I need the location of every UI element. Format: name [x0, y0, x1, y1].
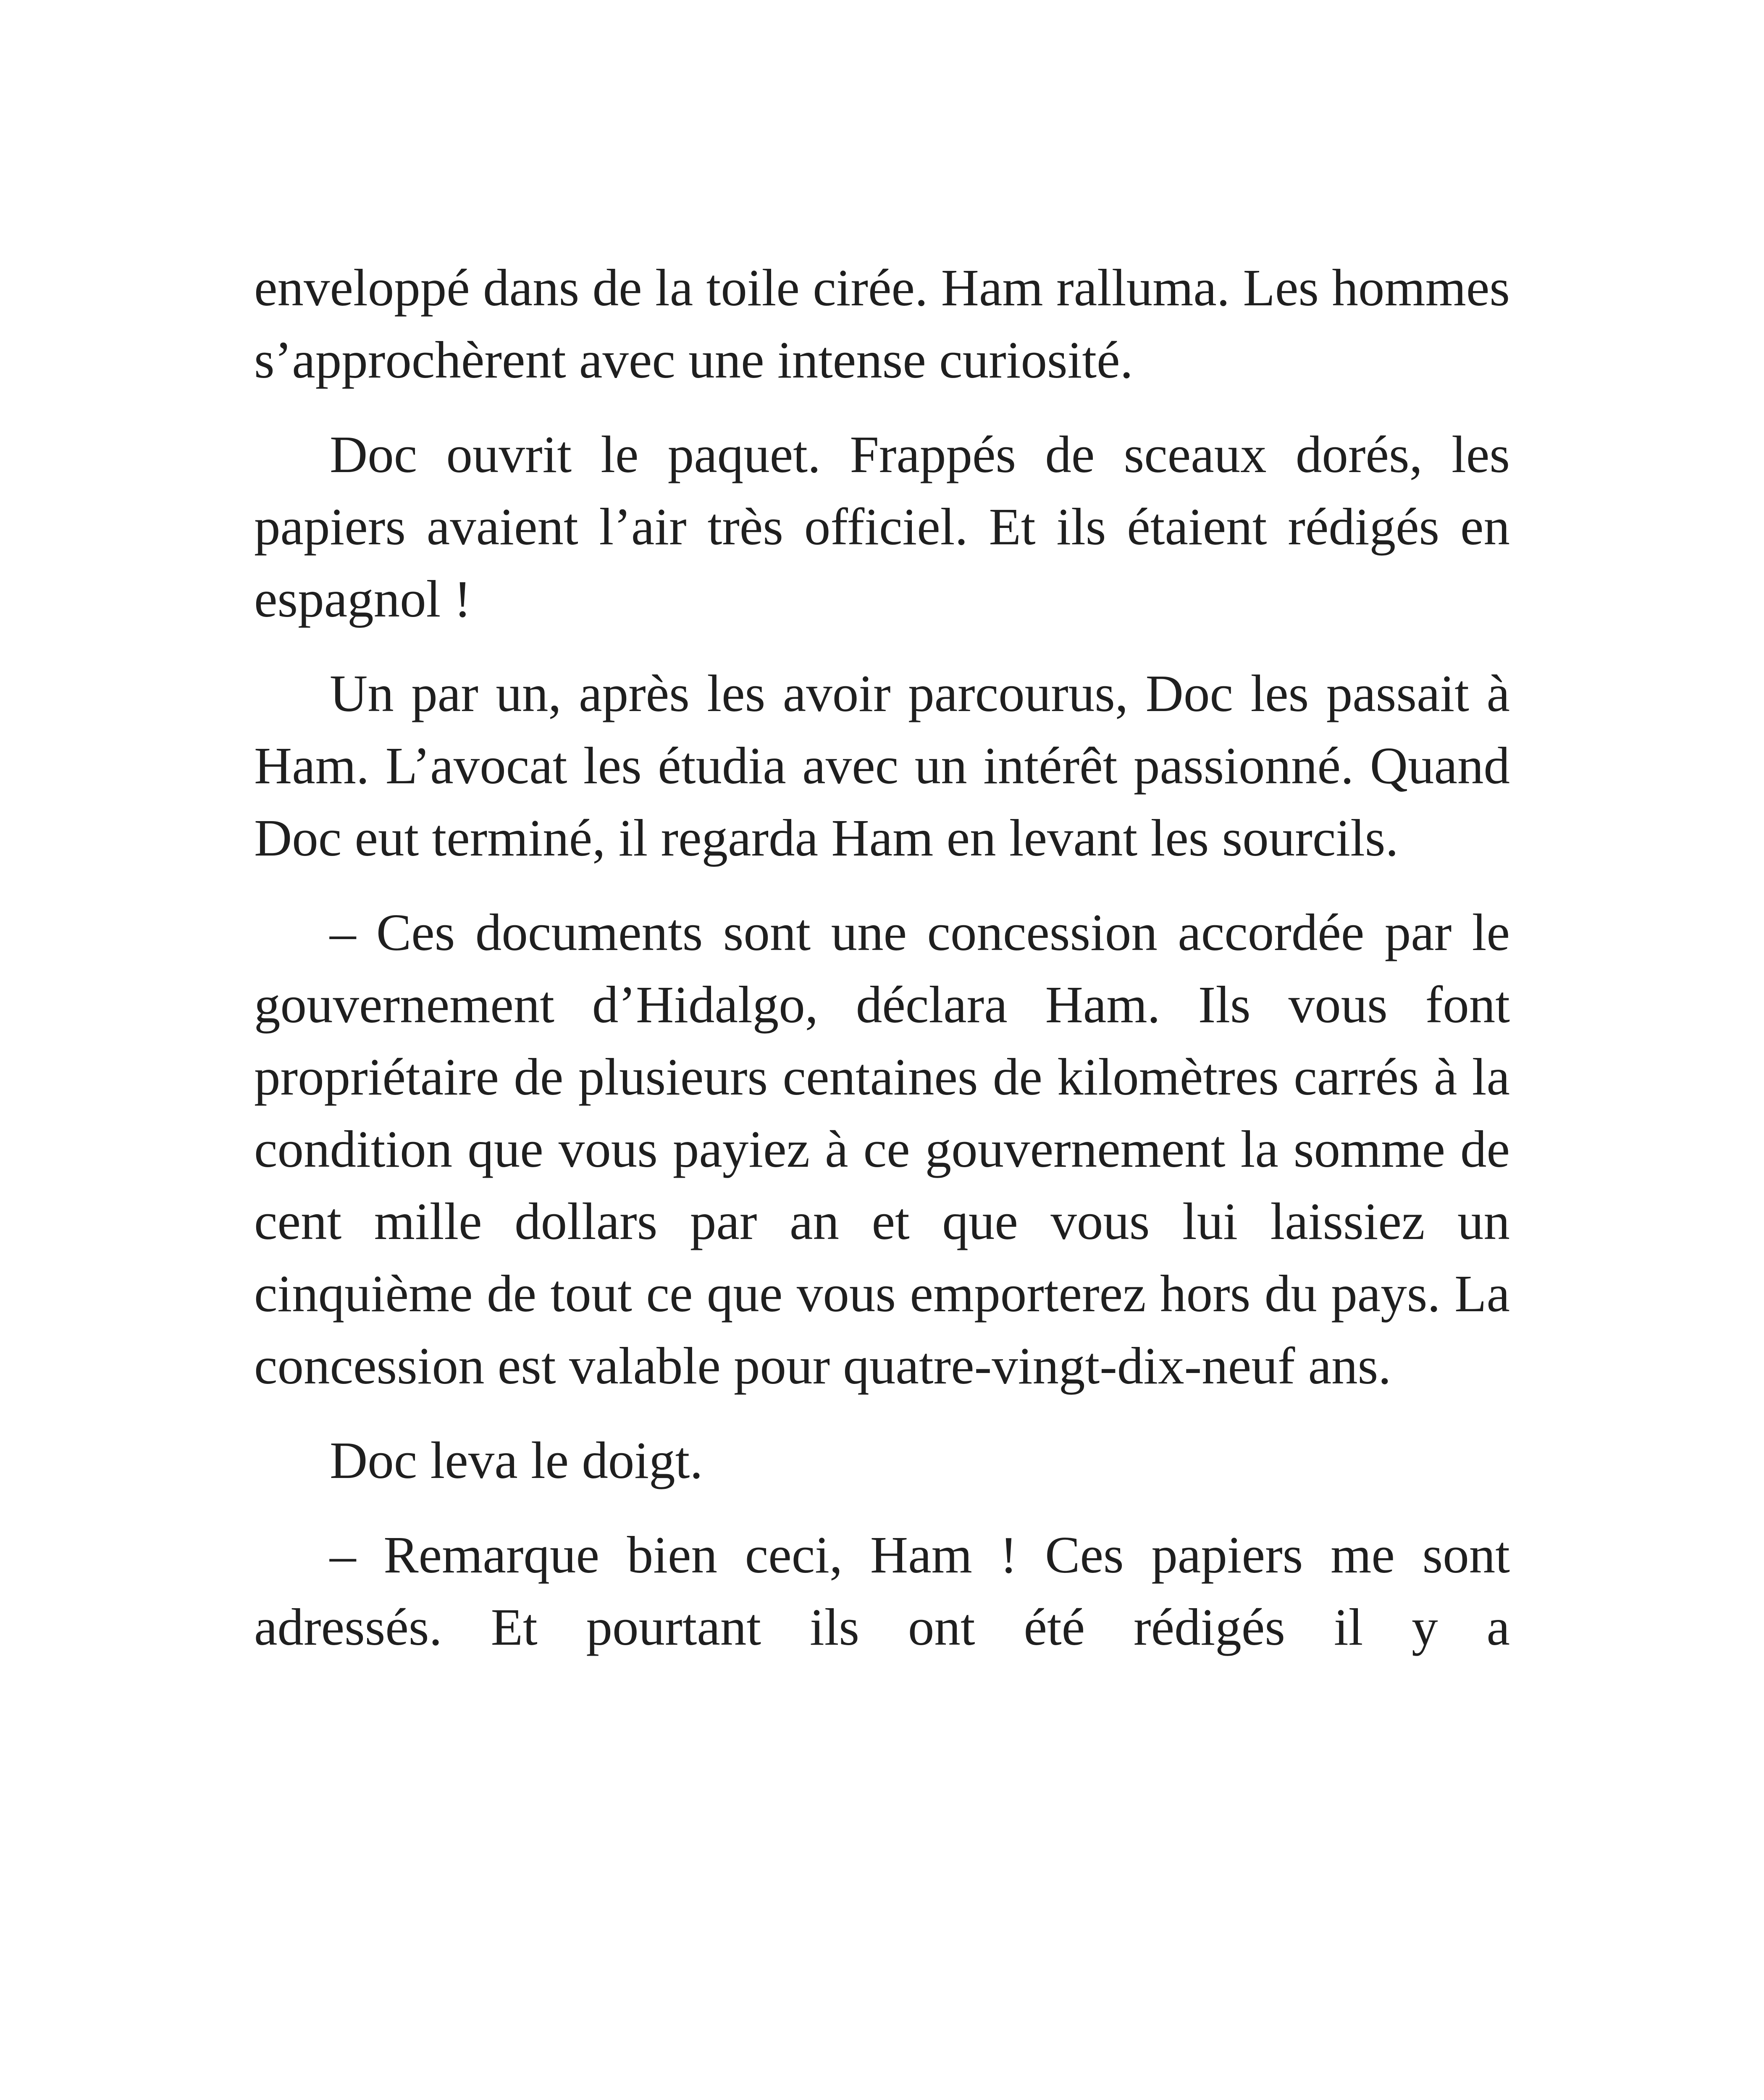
- paragraph-5: Doc leva le doigt.: [330, 1432, 703, 1490]
- page-body: [254, 252, 1510, 1686]
- paragraph-4: – Ces documents sont une concession accordée par le gouvernement d’Hidalgo, déclara Ham. Ils vous font propriétaire de plusieurs centaines de kilomètres carrés à la condition que vous payiez à ce gouvernement la somme de cent mille dollars par an et que vous lui laissiez un cinquième de tout ce que vous emporterez hors du pays. La concession est valable pour quatre-vingt-dix-neuf ans.: [254, 904, 1510, 1395]
- paragraph-6: – Remarque bien ceci, Ham ! Ces papiers me sont adressés. Et pourtant ils ont été rédigés il y a: [254, 1526, 1510, 1656]
- paragraph-3: Un par un, après les avoir parcourus, Doc les passait à Ham. L’avocat les étudia avec un intérêt passionné. Quand Doc eut terminé, il regarda Ham en levant les sourcils.: [254, 665, 1510, 867]
- paragraph-1: enveloppé dans de la toile cirée. Ham ralluma. Les hommes s’approchèrent avec une intense curiosité.: [254, 259, 1510, 389]
- paragraph-2: Doc ouvrit le paquet. Frappés de sceaux dorés, les papiers avaient l’air très officiel. Et ils étaient rédigés en espagnol !: [254, 426, 1510, 628]
